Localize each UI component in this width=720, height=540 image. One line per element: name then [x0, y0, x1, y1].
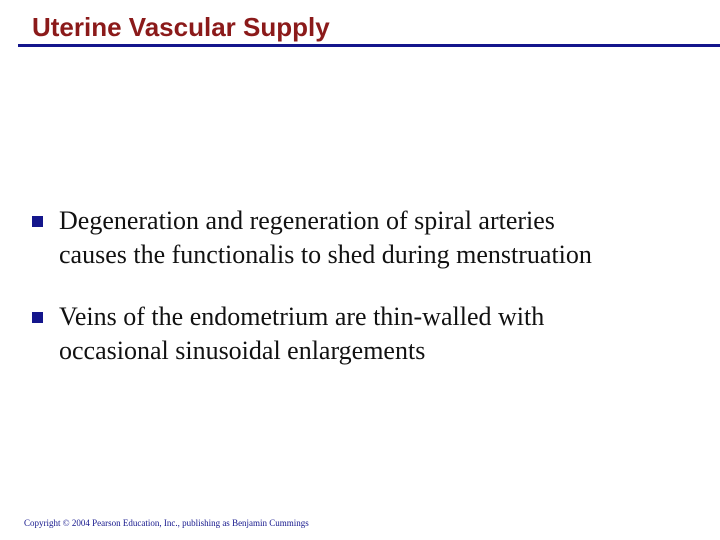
title-underline — [18, 44, 720, 47]
square-bullet-icon — [32, 312, 43, 323]
bullet-item — [32, 204, 702, 272]
square-bullet-icon — [32, 216, 43, 227]
copyright-notice: Copyright © 2004 Pearson Education, Inc., publishing as Benjamin Cummings — [24, 518, 309, 528]
bullet-item — [32, 300, 702, 368]
slide-title: Uterine Vascular Supply — [32, 12, 330, 42]
bullet-list — [32, 204, 702, 396]
bullet-text: Degeneration and regeneration of spiral arteries causes the functionalis to shed during menstruation — [59, 206, 592, 269]
bullet-text: Veins of the endometrium are thin-walled with occasional sinusoidal enlargements — [59, 302, 545, 365]
